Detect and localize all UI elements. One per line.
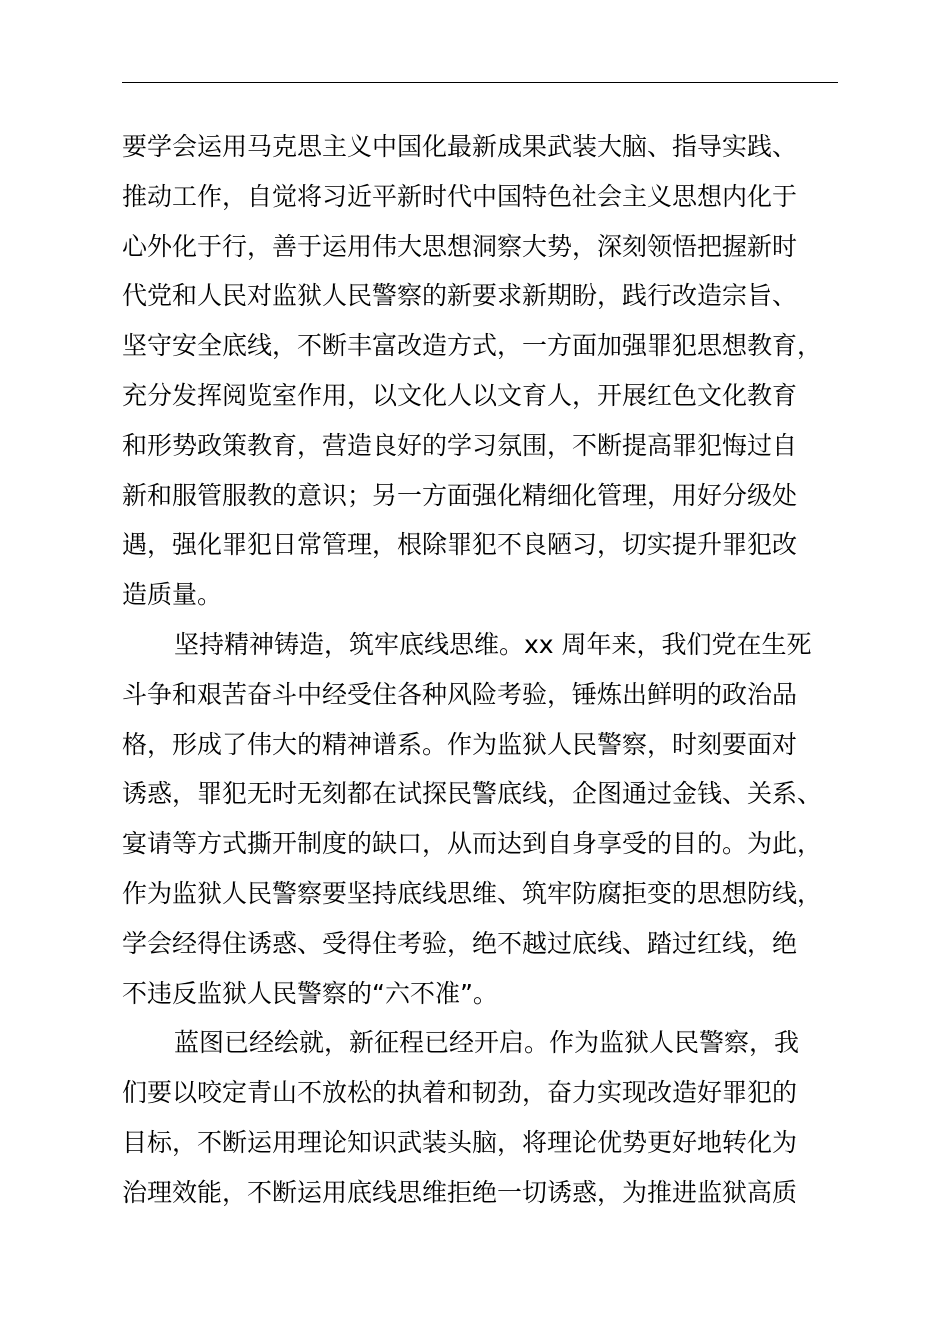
text-line: 们要以咬定青山不放松的执着和韧劲，奋力实现改造好罪犯的 [122,1078,798,1108]
text-line: 不违反监狱人民警察的“六不准”。 [122,978,498,1008]
text-line: 蓝图已经绘就，新征程已经开启。作为监狱人民警察，我 [174,1028,800,1058]
text-line: 治理效能，不断运用底线思维拒绝一切诱惑，为推进监狱高质 [122,1177,798,1207]
text-line: 坚守安全底线，不断丰富改造方式，一方面加强罪犯思想教育， [122,331,823,361]
text-line: 推动工作，自觉将习近平新时代中国特色社会主义思想内化于 [122,181,798,211]
text-line: 作为监狱人民警察要坚持底线思维、筑牢防腐拒变的思想防线， [122,878,823,908]
text-line: 和形势政策教育，营造良好的学习氛围，不断提高罪犯悔过自 [122,430,798,460]
text-line: 充分发挥阅览室作用，以文化人以文育人，开展红色文化教育 [122,380,798,410]
text-line: 遇，强化罪犯日常管理，根除罪犯不良陋习，切实提升罪犯改 [122,530,798,560]
document-body [122,122,862,1218]
text-line: 宴请等方式撕开制度的缺口，从而达到自身享受的目的。为此， [122,829,823,859]
text-line: 代党和人民对监狱人民警察的新要求新期盼，践行改造宗旨、 [122,281,798,311]
header-rule [122,82,838,83]
text-line: 诱惑，罪犯无时无刻都在试探民警底线，企图通过金钱、关系、 [122,779,823,809]
text-line: 格，形成了伟大的精神谱系。作为监狱人民警察，时刻要面对 [122,729,798,759]
text-line: 坚持精神铸造，筑牢底线思维。xx 周年来，我们党在生死 [174,629,812,659]
text-line: 学会经得住诱惑、受得住考验，绝不越过底线、踏过红线，绝 [122,928,798,958]
text-line: 新和服管服教的意识；另一方面强化精细化管理，用好分级处 [122,480,798,510]
text-line: 心外化于行，善于运用伟大思想洞察大势，深刻领悟把握新时 [122,231,798,261]
text-line: 造质量。 [122,580,223,610]
text-line: 要学会运用马克思主义中国化最新成果武装大脑、指导实践、 [122,132,798,161]
text-line: 斗争和艰苦奋斗中经受住各种风险考验，锤炼出鲜明的政治品 [122,679,798,709]
text-line: 目标，不断运用理论知识武装头脑，将理论优势更好地转化为 [122,1127,798,1157]
